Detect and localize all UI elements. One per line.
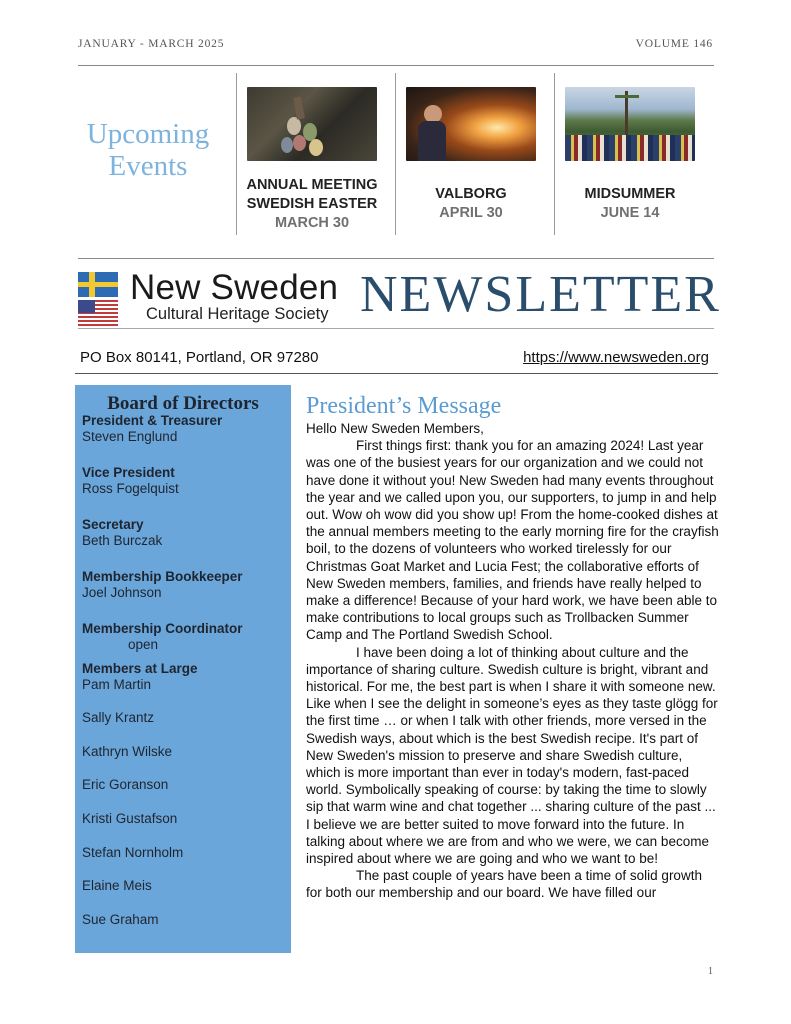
message-paragraph: First things first: thank you for an amazing 2024! Last year was one of the busiest years for our organization and we could not have done it without you! New Sweden had many events throughout the year and we called upon you, our supporters, to jump in and help out. Wow oh wow did you show up! From the home-cooked dishes at the annual members meeting to the early morning fire for the crayfish boil, to the dozens of volunteers who worked tirelessly for our Christmas Goat Market and Lucia Fest; the collaborative efforts of New Sweden members, families, and friends have really helped to make a difference! Because of your hard work, we have been able to make contributions to local groups such as Trollbacken Summer Camp and The Portland Swedish School.: [306, 438, 719, 643]
header-rule: [78, 65, 714, 66]
board-position: [82, 621, 287, 653]
board-role: President & Treasurer: [82, 413, 223, 428]
event-date: MARCH 30: [274, 215, 350, 231]
board-title: Board of Directors: [107, 393, 259, 414]
event-midsummer: [555, 74, 705, 223]
upcoming-line-1: Upcoming: [86, 118, 210, 150]
member-name: Kristi Gustafson: [82, 811, 178, 826]
bonfire-photo: [406, 87, 536, 161]
board-role: Membership Coordinator: [82, 621, 243, 636]
maypole-photo: [565, 87, 695, 161]
member-name: Elaine Meis: [82, 878, 152, 893]
page-number: 1: [708, 966, 713, 977]
org-subtitle: Cultural Heritage Society: [146, 305, 329, 323]
volume-number: VOLUME 146: [635, 38, 713, 50]
upcoming-line-2: Events: [108, 150, 188, 182]
event-valborg: [396, 74, 546, 223]
website-link[interactable]: https://www.newsweden.org: [523, 349, 709, 366]
org-name: New Sweden: [130, 268, 339, 307]
easter-eggs-photo: [247, 87, 377, 161]
events-bottom-rule: [78, 258, 714, 259]
board-person: Steven Englund: [82, 429, 178, 444]
board-role: Secretary: [82, 517, 144, 532]
member-name: Sally Krantz: [82, 710, 155, 725]
event-date: APRIL 30: [439, 205, 503, 221]
masthead-rule: [78, 328, 714, 329]
message-paragraph: The past couple of years have been a time of solid growth for both our membership and our board. We have filled our: [306, 868, 702, 901]
greeting: Hello New Sweden Members,: [306, 421, 484, 436]
president-message-body: [306, 420, 720, 902]
board-position: [82, 465, 287, 497]
board-role: Vice President: [82, 465, 175, 480]
mailing-address: PO Box 80141, Portland, OR 97280: [80, 349, 319, 366]
board-person: Joel Johnson: [82, 585, 162, 600]
event-name-line-1: ANNUAL MEETING: [246, 177, 378, 193]
member-name: Sue Graham: [82, 912, 159, 927]
board-position: [82, 569, 287, 601]
event-name: MIDSUMMER: [584, 186, 676, 202]
member-name: Pam Martin: [82, 677, 152, 692]
member-name: Eric Goranson: [82, 777, 169, 792]
board-role: Membership Bookkeeper: [82, 569, 243, 584]
board-position: [82, 413, 287, 445]
newsletter-title: NEWSLETTER: [360, 266, 721, 323]
board-person: open: [128, 637, 159, 652]
president-message-title: President’s Message: [306, 393, 502, 419]
address-rule: [75, 373, 718, 374]
sweden-usa-flag-logo: [78, 272, 118, 326]
board-person: Ross Fogelquist: [82, 481, 179, 496]
event-annual-meeting: [237, 74, 387, 233]
event-date: JUNE 14: [600, 205, 660, 221]
upcoming-events-heading: [78, 118, 218, 182]
event-name-line-2: SWEDISH EASTER: [246, 196, 378, 212]
board-position: [82, 517, 287, 549]
event-name: VALBORG: [435, 186, 507, 202]
issue-period: JANUARY - MARCH 2025: [78, 38, 225, 50]
member-name: Kathryn Wilske: [82, 744, 173, 759]
message-paragraph: I have been doing a lot of thinking about culture and the importance of sharing culture. Swedish culture is bright, vibrant and historical. For me, the best part is when I share it with someone new. Like when I see the delight in someone’s eyes as they taste glögg for the first time … or when I talk with other friends, more versed in the Swedish ways, about which is the best Swedish recipe. It's part of New Sweden's mission to preserve and share Swedish culture, which is more important than ever in today's modern, fast-paced world. Symbolically speaking of course: by taking the time to slowly sip that warm wine and chat together ... sharing culture of the past ... I believe we are better suited to move forward into the future. In talking about where we are from and who we were, we can become inspired about where we are going and who we want to be!: [306, 644, 718, 867]
members-at-large: [82, 661, 287, 693]
board-person: Beth Burczak: [82, 533, 163, 548]
member-name: Stefan Nornholm: [82, 845, 184, 860]
members-at-large-label: Members at Large: [82, 661, 198, 676]
